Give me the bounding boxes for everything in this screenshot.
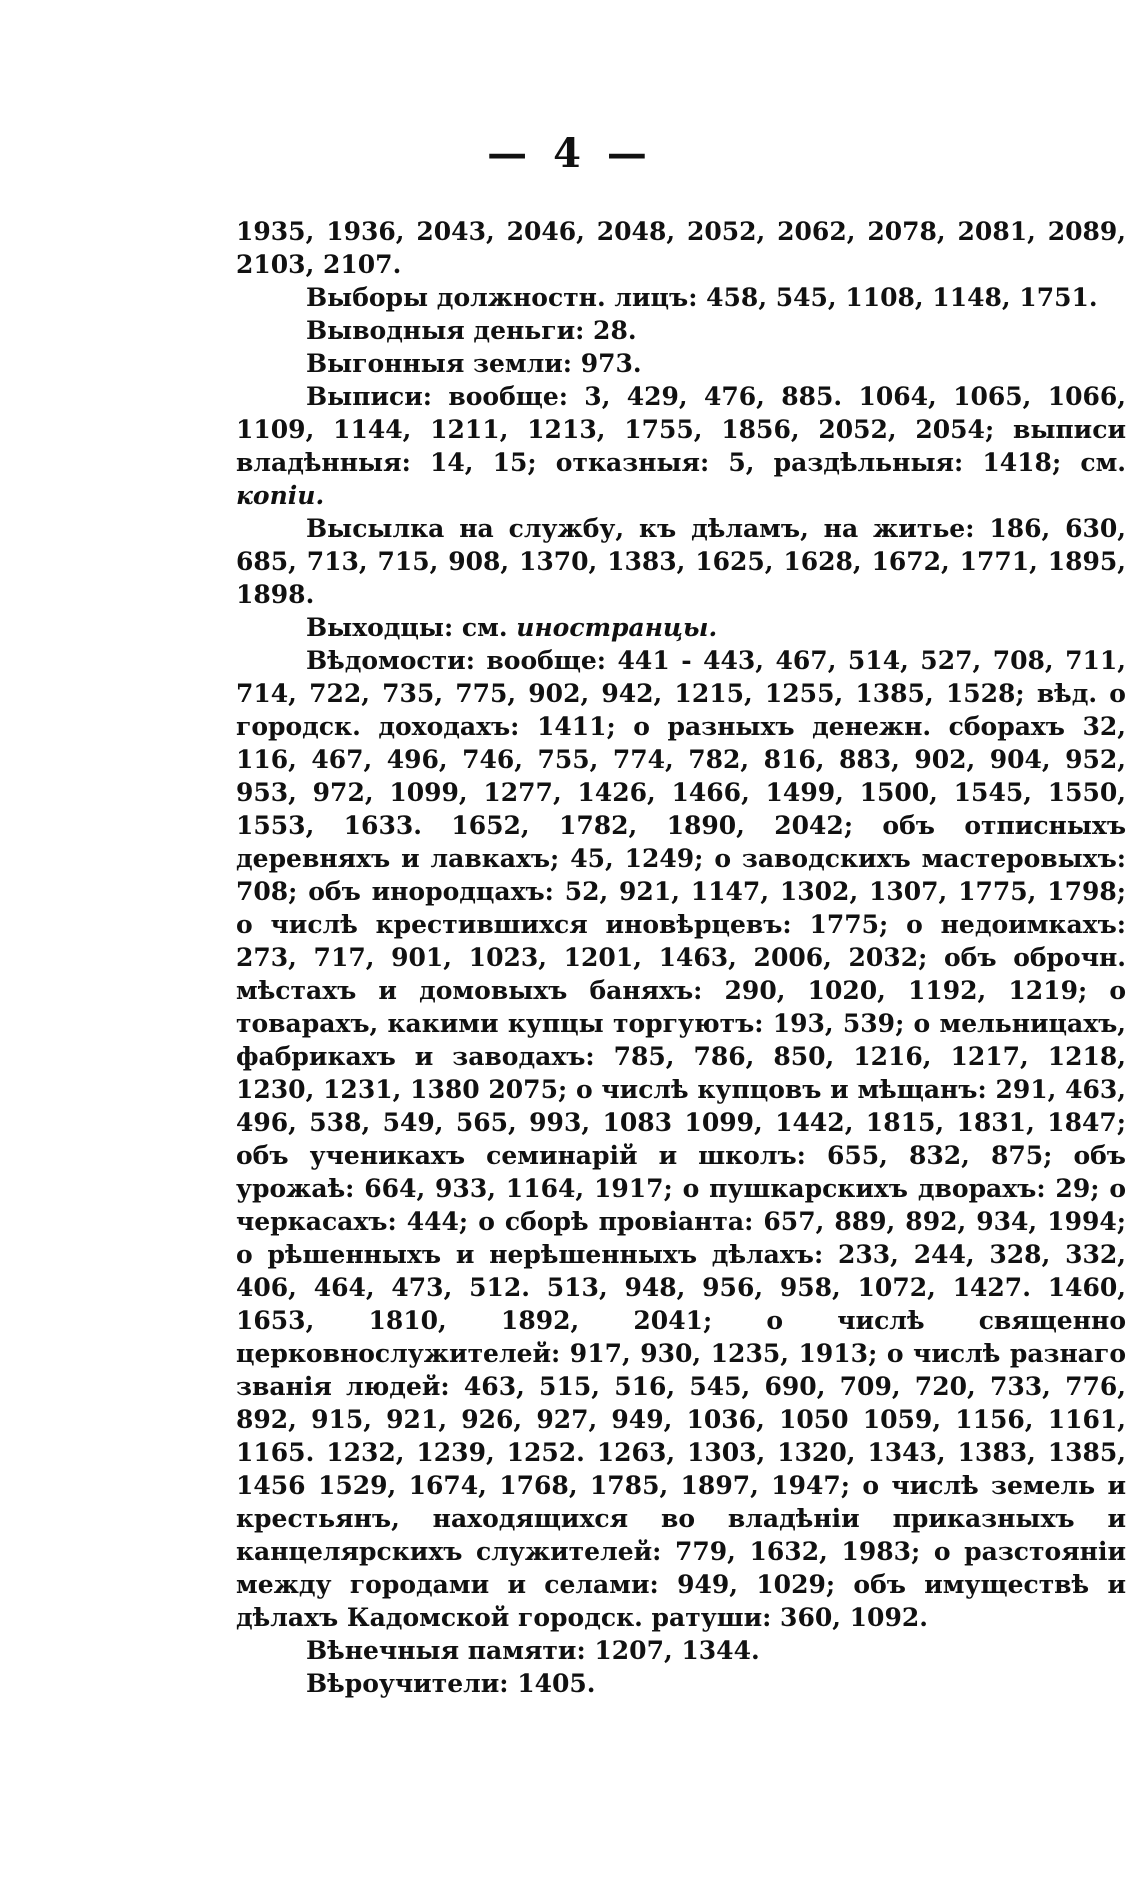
page-number: — 4 — — [487, 130, 653, 177]
index-entry — [236, 281, 1126, 314]
index-entry — [236, 1634, 1126, 1667]
index-entry — [236, 512, 1126, 611]
entry-text: Выводныя деньги: 28. — [306, 316, 637, 345]
cross-reference: копіи. — [236, 481, 325, 510]
index-entry — [236, 1667, 1126, 1700]
index-text — [236, 215, 1126, 1700]
index-entry — [236, 314, 1126, 347]
index-entry — [236, 644, 1126, 1634]
entry-text: Выписи: вообще: 3, 429, 476, 885. 1064, 1065, 1066, 1109, 1144, 1211, 1213, 1755, 1856, 2052, 2054; выписи владѣнныя: 14, 15; отказныя: 5, раздѣльныя: 1418; см. — [236, 382, 1126, 477]
entry-text: Выгонныя земли: 973. — [306, 349, 642, 378]
entry-text: Вѣнечныя памяти: 1207, 1344. — [306, 1636, 760, 1665]
cross-reference: иностранцы. — [516, 613, 718, 642]
entry-text: Вѣроучители: 1405. — [306, 1669, 596, 1698]
entry-text: Вѣдомости: вообще: 441 - 443, 467, 514, 527, 708, 711, 714, 722, 735, 775, 902, 942, 1215, 1255, 1385, 1528; вѣд. о городск. доходахъ: 1411; о разныхъ денежн. сборахъ 32, 116, 467, 496, 746, 755, 774, 782, 816, 883, 902, 904, 952, 953, 972, 1099, 1277, 1426, 1466, 1499, 1500, 1545, 1550, 1553, 1633. 1652, 1782, 1890, 2042; объ отписныхъ деревняхъ и лавкахъ; 45, 1249; о заводскихъ мастеровыхъ: 708; объ инородцахъ: 52, 921, 1147, 1302, 1307, 1775, 1798; о числѣ крестившихся иновѣрцевъ: 1775; о недоимкахъ: 273, 717, 901, 1023, 1201, 1463, 2006, 2032; объ оброчн. мѣстахъ и домовыхъ баняхъ: 290, 1020, 1192, 1219; о товарахъ, какими купцы торгуютъ: 193, 539; о мельницахъ, фабрикахъ и заводахъ: 785, 786, 850, 1216, 1217, 1218, 1230, 1231, 1380 2075; о числѣ купцовъ и мѣщанъ: 291, 463, 496, 538, 549, 565, 993, 1083 1099, 1442, 1815, 1831, 1847; объ ученикахъ семинарій и школъ: 655, 832, 875; объ урожаѣ: 664, 933, 1164, 1917; о пушкарскихъ дворахъ: 29; о черкасахъ: 444; о сборѣ провіанта: 657, 889, 892, 934, 1994; о рѣшенныхъ и нерѣшенныхъ дѣлахъ: 233, 244, 328, 332, 406, 464, 473, 512. 513, 948, 956, 958, 1072, 1427. 1460, 1653, 1810, 1892, 2041; о числѣ священно церковнослужителей: 917, 930, 1235, 1913; о числѣ разнаго званія людей: 463, 515, 516, 545, 690, 709, 720, 733, 776, 892, 915, 921, 926, 927, 949, 1036, 1050 1059, 1156, 1161, 1165. 1232, 1239, 1252. 1263, 1303, 1320, 1343, 1383, 1385, 1456 1529, 1674, 1768, 1785, 1897, 1947; о числѣ земель и крестьянъ, находящихся во владѣніи приказныхъ и канцелярскихъ служителей: 779, 1632, 1983; о разстояніи между городами и селами: 949, 1029; объ имуществѣ и дѣлахъ Кадомской городск. ратуши: 360, 1092. — [236, 646, 1126, 1632]
entry-text: Высылка на службу, къ дѣламъ, на житье: 186, 630, 685, 713, 715, 908, 1370, 1383, 1625, 1628, 1672, 1771, 1895, 1898. — [236, 514, 1126, 609]
index-entry — [236, 215, 1126, 281]
entry-text: Выборы должностн. лицъ: 458, 545, 1108, 1148, 1751. — [306, 283, 1098, 312]
index-entry — [236, 611, 1126, 644]
index-entry — [236, 347, 1126, 380]
entry-text: 1935, 1936, 2043, 2046, 2048, 2052, 2062, 2078, 2081, 2089, 2103, 2107. — [236, 217, 1126, 279]
entry-text: Выходцы: см. — [306, 613, 508, 642]
index-entry — [236, 380, 1126, 512]
